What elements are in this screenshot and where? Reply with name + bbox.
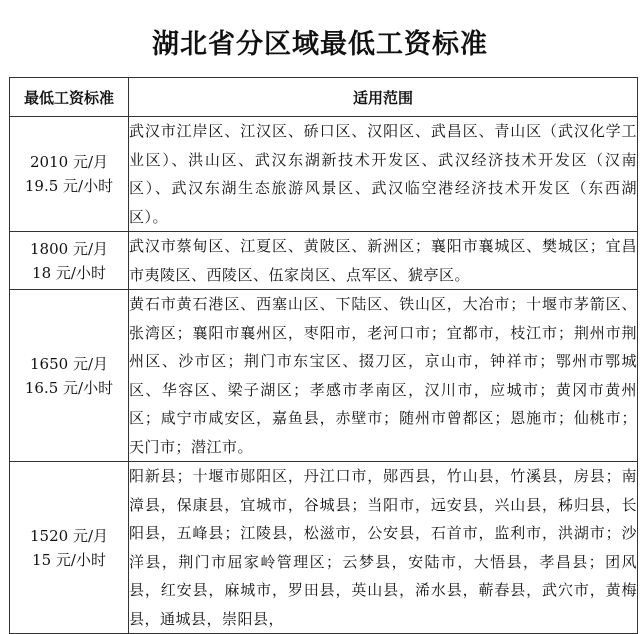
hourly-wage: 15 元/小时: [32, 550, 106, 569]
monthly-wage: 1800 元/月: [30, 239, 108, 258]
minimum-wage-table: [9, 77, 638, 634]
table-row: [10, 232, 638, 290]
header-scope: 适用范围: [129, 78, 638, 117]
hourly-wage: 18 元/小时: [32, 263, 106, 282]
header-wage-standard: 最低工资标准: [10, 78, 129, 117]
hourly-wage: 16.5 元/小时: [24, 378, 114, 397]
monthly-wage: 1520 元/月: [30, 526, 108, 545]
monthly-wage: 1650 元/月: [30, 354, 108, 373]
scope-cell: 武汉市蔡甸区、江夏区、黄陂区、新洲区；襄阳市襄城区、樊城区；宜昌市夷陵区、西陵区、伍家岗区、点军区、猇亭区。: [129, 232, 638, 290]
hourly-wage: 19.5 元/小时: [24, 177, 114, 195]
table-header-row: [10, 78, 638, 117]
table-row: [10, 290, 638, 462]
wage-standard-cell: [10, 117, 129, 232]
page-title: 湖北省分区域最低工资标准: [152, 29, 488, 60]
table-row: [10, 462, 638, 634]
table-row: [10, 117, 638, 232]
scope-cell: 武汉市江岸区、江汉区、硚口区、汉阳区、武昌区、青山区（武汉化学工业区）、洪山区、武汉东湖新技术开发区、武汉经济技术开发区（汉南区）、武汉东湖生态旅游风景区、武汉临空港经济技术开发区（东西湖区）。: [129, 117, 638, 232]
wage-standard-cell: [10, 290, 129, 462]
scope-cell: 黄石市黄石港区、西塞山区、下陆区、铁山区，大冶市；十堰市茅箭区、张湾区；襄阳市襄州区，枣阳市，老河口市；宜都市，枝江市；荆州市荆州区、沙市区；荆门市东宝区、掇刀区，京山市，钟祥市；鄂州市鄂城区、华容区、梁子湖区；孝感市孝南区，汉川市，应城市；黄冈市黄州区；咸宁市咸安区，嘉鱼县，赤壁市；随州市曾都区；恩施市；仙桃市；天门市；潜江市。: [129, 290, 638, 462]
monthly-wage: 2010 元/月: [30, 153, 108, 171]
scope-cell: 阳新县；十堰市郧阳区，丹江口市，郧西县，竹山县，竹溪县，房县；南漳县，保康县，宜城市，谷城县；当阳市，远安县，兴山县，秭归县，长阳县，五峰县；江陵县，松滋市，公安县，石首市，监利市，洪湖市；沙洋县，荆门市屈家岭管理区；云梦县，安陆市，大悟县，孝昌县；团风县，红安县，麻城市，罗田县，英山县，浠水县，蕲春县，武穴市，黄梅县，通城县，崇阳县，: [129, 462, 638, 634]
wage-standard-cell: [10, 462, 129, 634]
wage-standard-cell: [10, 232, 129, 290]
